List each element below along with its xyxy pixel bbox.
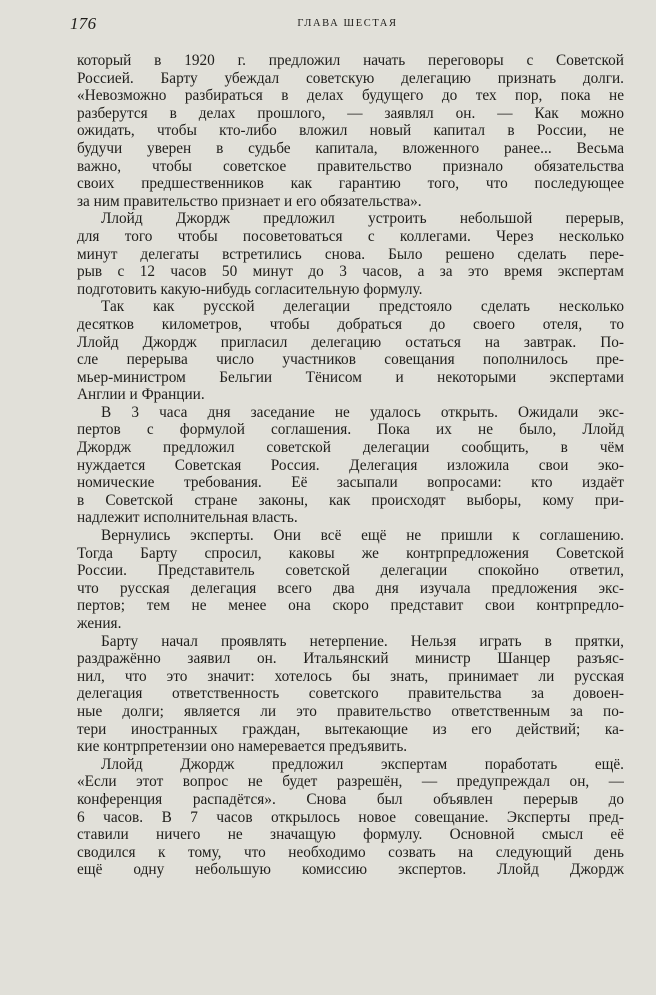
text-line: Барту начал проявлять нетерпение. Нельзя играть в прятки, bbox=[101, 632, 624, 650]
text-line: Джордж предложил советской делегации сообщить, в чём bbox=[77, 439, 624, 457]
paragraph bbox=[77, 756, 624, 879]
paragraph bbox=[77, 298, 624, 404]
text-line: 6 часов. В 7 часов открылось новое совещание. Эксперты пред- bbox=[77, 808, 624, 826]
text-line: Так как русской делегации предстояло сделать несколько bbox=[101, 298, 624, 316]
text-line: Тогда Барту спросил, каковы же контрпредложения Советской bbox=[77, 544, 624, 562]
text-line: для того чтобы посоветоваться с коллегами. Через несколько bbox=[77, 227, 624, 245]
text-line: Ллойд Джордж предложил устроить небольшой перерыв, bbox=[101, 210, 624, 228]
text-line: за ним правительство признает и его обязательства». bbox=[77, 192, 422, 210]
text-line: В 3 часа дня заседание не удалось открыть. Ожидали экс- bbox=[101, 403, 624, 421]
text-line: Россией. Барту убеждал советскую делегацию признать долги. bbox=[77, 69, 624, 87]
text-line: конференция распадётся». Снова был объявлен перерыв до bbox=[77, 790, 624, 808]
text-line: номические требования. Её засыпали вопросами: кто издаёт bbox=[77, 474, 624, 492]
text-line: тери иностранных граждан, вытекающие из его действий; ка- bbox=[77, 720, 624, 738]
text-line: разберутся в делах прошлого, — заявлял он. — Как можно bbox=[77, 104, 624, 122]
paragraph bbox=[77, 404, 624, 527]
text-line: рыв с 12 часов 50 минут до 3 часов, а за это время экспертам bbox=[77, 263, 624, 281]
page-header bbox=[70, 12, 625, 36]
text-line: в Советской стране законы, как происходят выборы, кому при- bbox=[77, 491, 624, 509]
text-line: делегация ответственность советского правительства за довоен- bbox=[77, 685, 624, 703]
text-line: нил, что это значит: хотелось бы знать, принимает ли русская bbox=[77, 667, 624, 685]
text-line: раздражённо заявил он. Итальянский министр Шанцер разъяс- bbox=[77, 650, 624, 668]
text-line: сле перерыва число участников совещания пополнилось пре- bbox=[77, 351, 624, 369]
text-line: что русская делегация всего два дня изучала предложения экс- bbox=[77, 579, 624, 597]
text-line: мьер-министром Бельгии Тёнисом и некоторыми экспертами bbox=[77, 368, 624, 386]
text-line: Вернулись эксперты. Они всё ещё не пришли к соглашению. bbox=[101, 527, 624, 545]
body-text bbox=[77, 52, 624, 879]
paragraph bbox=[77, 210, 624, 298]
text-line: ные долги; является ли это правительство ответственным за по- bbox=[77, 702, 624, 720]
text-line: подготовить какую-нибудь согласительную формулу. bbox=[77, 280, 423, 298]
text-line: России. Представитель советской делегации спокойно ответил, bbox=[77, 562, 624, 580]
text-line: ожидать, чтобы кто-либо вложил новый капитал в России, не bbox=[77, 122, 624, 140]
text-line: нуждается Советская Россия. Делегация изложила свои эко- bbox=[77, 456, 624, 474]
text-line: Англии и Франции. bbox=[77, 386, 205, 404]
text-line: который в 1920 г. предложил начать переговоры с Советской bbox=[77, 52, 624, 69]
text-line: надлежит исполнительная власть. bbox=[77, 509, 298, 527]
text-line: ещё одну небольшую комиссию экспертов. Ллойд Джордж bbox=[77, 861, 624, 879]
running-title: ГЛАВА ШЕСТАЯ bbox=[297, 18, 398, 29]
text-line: «Невозможно разбираться в делах будущего до тех пор, пока не bbox=[77, 87, 624, 105]
paragraph bbox=[77, 633, 624, 756]
text-line: «Если этот вопрос не будет разрешён, — предупреждал он, — bbox=[77, 773, 624, 791]
page-number: 176 bbox=[70, 14, 97, 33]
text-line: будучи уверен в судьбе капитала, вложенного ранее... Весьма bbox=[77, 139, 624, 157]
text-line: Ллойд Джордж пригласил делегацию остаться на завтрак. По- bbox=[77, 333, 624, 351]
text-line: важно, чтобы советское правительство признало обязательства bbox=[77, 157, 624, 175]
text-line: десятков километров, чтобы добраться до своего отеля, то bbox=[77, 315, 624, 333]
paragraph bbox=[77, 52, 624, 210]
text-line: сводился к тому, что необходимо созвать на следующий день bbox=[77, 843, 624, 861]
text-line: Ллойд Джордж предложил экспертам поработать ещё. bbox=[101, 755, 624, 773]
text-line: своих предшественников как гарантию того, что последующее bbox=[77, 175, 624, 193]
text-line: кие контрпретензии оно намеревается предъявить. bbox=[77, 738, 408, 756]
text-line: ставили ничего не значащую формулу. Основной смысл её bbox=[77, 826, 624, 844]
paragraph bbox=[77, 527, 624, 633]
text-line: пертов; тем не менее она скоро представит свои контрпредло- bbox=[77, 597, 624, 615]
text-line: жения. bbox=[77, 615, 122, 632]
text-line: пертов с формулой соглашения. Пока их не было, Ллойд bbox=[77, 421, 624, 439]
text-line: минут делегаты встретились снова. Было решено сделать пере- bbox=[77, 245, 624, 263]
